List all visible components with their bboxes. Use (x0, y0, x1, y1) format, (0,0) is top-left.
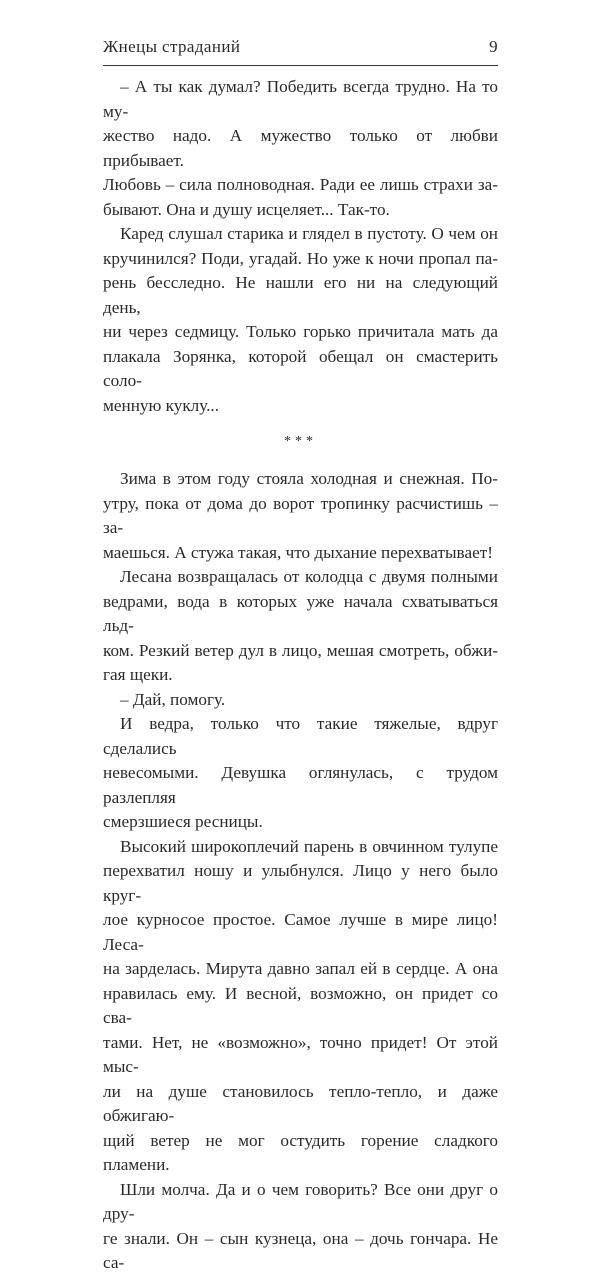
text-line: тами. Нет, не «возможно», точно придет! От этой мыс- (103, 1032, 498, 1076)
text-line: маешься. А стужа такая, что дыхание перехватывает! (103, 542, 493, 562)
body-text (103, 75, 498, 1276)
text-line: Шли молча. Да и о чем говорить? Все они друг о дру- (103, 1179, 498, 1223)
text-line: лое курносое простое. Самое лучше в мире лицо! Леса- (103, 910, 498, 954)
text-line: – Дай, помогу. (120, 689, 226, 709)
chapter-title: Жнецы страданий (103, 37, 241, 56)
text-line: бывают. Она и душу исцеляет... Так-то. (103, 199, 390, 219)
running-head (103, 37, 498, 63)
text-line: нравилась ему. И весной, возможно, он придет со сва- (103, 983, 498, 1027)
text-line: ни через седмицу. Только горько причитала мать да (103, 322, 498, 341)
paragraph (103, 565, 498, 688)
text-line: невесомыми. Девушка оглянулась, с трудом разлепляя (103, 763, 498, 807)
text-line: менную куклу... (103, 395, 220, 415)
paragraph (103, 222, 498, 418)
text-line: плакала Зорянка, которой обещал он смастерить соло- (103, 346, 498, 390)
text-line: ли на душе становилось тепло-тепло, и даже обжигаю- (103, 1081, 498, 1125)
paragraph (103, 835, 498, 1178)
header-rule (103, 65, 498, 66)
text-line: Каред слушал старика и глядел в пустоту. О чем он (120, 224, 498, 243)
text-line: Лесана возвращалась от колодца с двумя полными (120, 567, 498, 586)
text-line: перехватил ношу и улыбнулся. Лицо у него было круг- (103, 861, 498, 905)
text-line: кручинился? Поди, угадай. Но уже к ночи пропал па- (103, 248, 498, 268)
text-line: Высокий широкоплечий парень в овчинном тулупе (120, 836, 498, 856)
book-page (103, 37, 498, 1276)
paragraph (103, 467, 498, 565)
paragraph (103, 75, 498, 222)
section-divider: *** (284, 434, 317, 449)
paragraph (103, 712, 498, 835)
text-line: утру, пока от дома до ворот тропинку расчистишь – за- (103, 493, 498, 537)
text-line: ком. Резкий ветер дул в лицо, мешая смотреть, обжи- (103, 640, 498, 660)
text-line: Любовь – сила полноводная. Ради ее лишь страхи за- (103, 175, 498, 194)
text-line: щий ветер не мог остудить горение сладкого пламени. (103, 1130, 498, 1174)
text-line: гая щеки. (103, 665, 173, 684)
section-two (103, 467, 498, 1276)
page-number: 9 (489, 37, 498, 56)
text-line: на зарделась. Мирута давно запал ей в сердце. А она (103, 959, 498, 978)
text-line: жество надо. А мужество только от любви прибывает. (103, 126, 498, 170)
text-line: ге знали. Он – сын кузнеца, она – дочь гончара. Не са- (103, 1228, 498, 1272)
paragraph (103, 1178, 498, 1276)
text-line: Зима в этом году стояла холодная и снежная. По- (120, 469, 498, 488)
text-line: смерзшиеся ресницы. (103, 812, 263, 831)
text-line: И ведра, только что такие тяжелые, вдруг сделались (103, 714, 498, 758)
text-line: – А ты как думал? Победить всегда трудно. На то му- (103, 77, 498, 121)
text-line: рень бесследно. Не нашли его ни на следующий день, (103, 273, 498, 317)
paragraph (103, 688, 498, 713)
section-one (103, 75, 498, 418)
text-line: ведрами, вода в которых уже начала схватываться льд- (103, 591, 498, 635)
